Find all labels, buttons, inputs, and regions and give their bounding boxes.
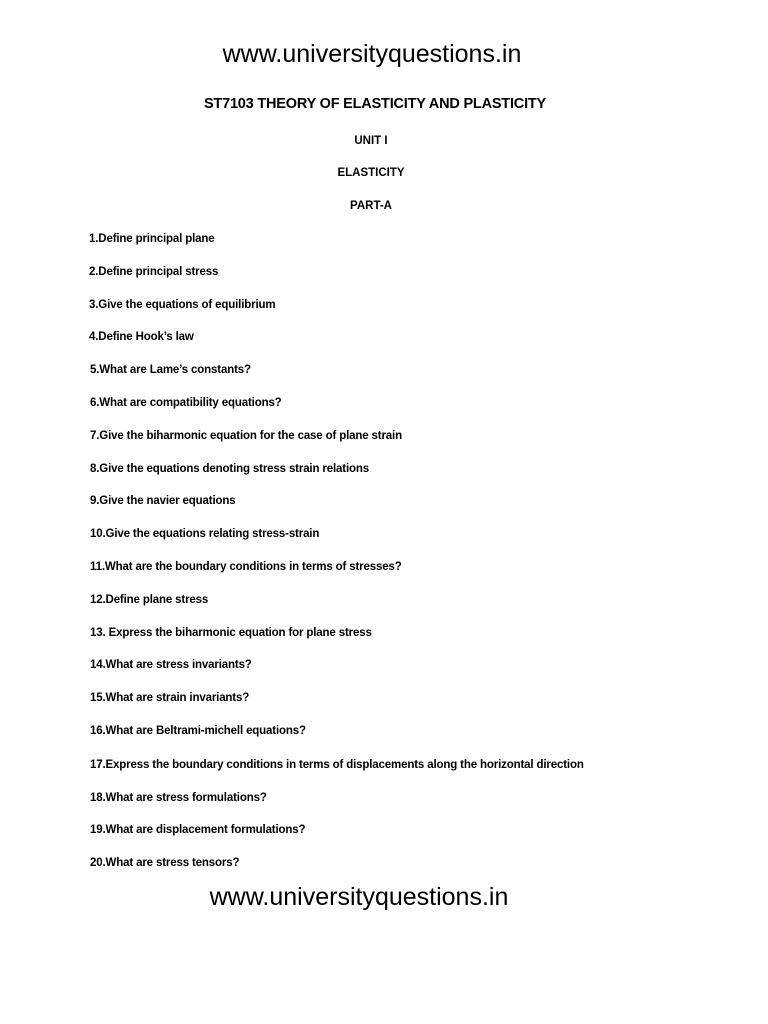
- part-heading: PART-A: [350, 200, 392, 212]
- question-item: 6.What are compatibility equations?: [90, 397, 282, 409]
- question-item: 19.What are displacement formulations?: [90, 824, 306, 836]
- topic-heading: ELASTICITY: [337, 167, 405, 179]
- document-title: ST7103 THEORY OF ELASTICITY AND PLASTICITY: [203, 96, 547, 112]
- header-website-link[interactable]: www.universityquestions.in: [222, 40, 522, 68]
- unit-heading: UNIT I: [354, 135, 388, 147]
- footer-website-link[interactable]: www.universityquestions.in: [209, 883, 509, 911]
- question-item: 16.What are Beltrami-michell equations?: [90, 725, 306, 737]
- question-item: 1.Define principal plane: [89, 233, 215, 245]
- question-item: 14.What are stress invariants?: [90, 659, 252, 671]
- question-item: 17.Express the boundary conditions in terms of displacements along the horizontal direction: [90, 759, 584, 771]
- question-item: 9.Give the navier equations: [90, 495, 236, 507]
- question-item: 5.What are Lame’s constants?: [90, 364, 251, 376]
- question-item: 4.Define Hook’s law: [89, 331, 194, 343]
- question-item: 18.What are stress formulations?: [90, 792, 267, 804]
- question-item: 7.Give the biharmonic equation for the case of plane strain: [90, 430, 402, 442]
- question-item: 12.Define plane stress: [90, 594, 209, 606]
- question-item: 15.What are strain invariants?: [90, 692, 250, 704]
- question-item: 8.Give the equations denoting stress strain relations: [90, 463, 369, 475]
- question-item: 2.Define principal stress: [89, 266, 219, 278]
- question-item: 13. Express the biharmonic equation for plane stress: [90, 627, 372, 639]
- question-item: 20.What are stress tensors?: [90, 857, 240, 869]
- question-item: 11.What are the boundary conditions in terms of stresses?: [90, 561, 402, 573]
- question-item: 3.Give the equations of equilibrium: [89, 299, 276, 311]
- question-item: 10.Give the equations relating stress-strain: [90, 528, 320, 540]
